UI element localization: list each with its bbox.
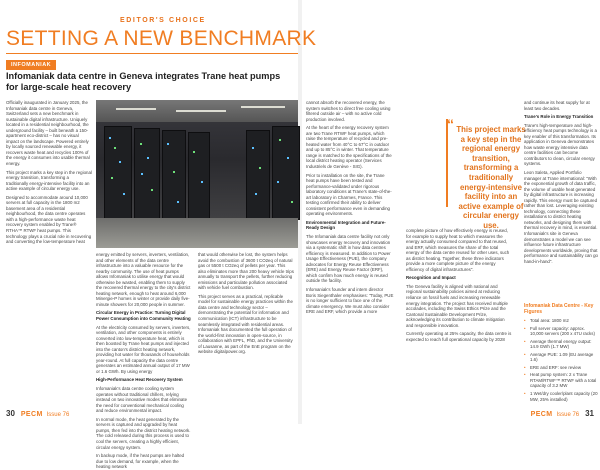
subheading: Environmental Integration and Future-Ready Design [306, 219, 386, 231]
list-item: • Total area: 1800 m2 [524, 318, 598, 324]
paragraph: Currently operating at 25% capacity, the data centre is expected to reach full operational capacity by 2028 [406, 331, 512, 342]
issue-number: Issue 76 [46, 412, 70, 418]
article-column-1 [6, 100, 92, 406]
list-item: • ERE and ERF: see review [524, 365, 598, 371]
subheading: Circular Energy in Practice: Turning Digital Power Consumption into Community Heating [96, 310, 191, 322]
paragraph: complete picture of how effectively energy is reused, for example to supply heat to which measures the energy actually consumed compared to that reused, and ERF, which measures the share of the total energy of the data centre reused for other uses, such as district heating. Together, these three indicators provide a more complete picture of the energy efficiency of digital infrastructures". [406, 228, 510, 272]
key-figures-list [524, 318, 598, 402]
paragraph: At the electricity consumed by servers, inverters, ventilation, and other components is entirely converted into low-temperature heat, which is then boosted by Trane heat pumps and injected into the canton's district heating network, providing hot water for thousands of households year-round. At full capacity the data centre generates an estimated annual output of 17 MW or 1.6 GWh. By using energy [96, 324, 191, 374]
paragraph: Leon Saleta, Applied Portfolio manager at Trane international: "With the exponential growth of data traffic, the volume of usable heat generated by digital infrastructure is increasing rapidly. This energy must be captured rather than lost. Leveraging existing technology, connecting these installations to district heating networks, and designing them with thermal recovery in mind, is essential. Infomaniak's site in Geneva demonstrates a model we can see influence future infrastructure developments worldwide, proving that performance and sustainability can go hand-in-hand". [524, 170, 598, 264]
paragraph: and continue its heat supply for at least two decades. [524, 100, 590, 111]
paragraph: Infomaniak's founder and intern director Boris Siegenthaler emphasises: "Today, PUE is no longer sufficient to face one of the climate emergency. We must also consider ERE and ERF, which provide a more [306, 286, 394, 315]
subheading: High-Performance Heat Recovery System [96, 377, 183, 383]
paragraph: that would otherwise be lost, the system helps avoid the combustion of 3600 t CO2eq of natural gas or 5500 t CO2eq of pellets per year. This also eliminates more than 200 heavy vehicle trips annually to transport the pellets, further reducing emissions and particulate pollution associated with vehicle fuel combustion. [198, 252, 294, 291]
paragraph: At the heart of the energy recovery system are two Trane RTWF heat pumps, which raise the temperature of recycled and pre-heated water from 40°C to 67°C in outdoor and up to 85°C in winter. That temperature range is matched to the specifications of the local district heating operator (Services Industriels de Genève - SIG). [306, 125, 392, 170]
issue-number: Issue 76 [556, 412, 580, 418]
page-number: 30 [6, 409, 15, 418]
ceiling-light [241, 106, 285, 108]
list-item: • Full server capacity: approx. 10,000 servers (200 x 47U racks) [524, 326, 598, 337]
article-title: Infomaniak data centre in Geneva integrates Trane heat pumps for large-scale heat recovery [6, 71, 281, 92]
subheading: Trane's Role in Energy Transition [524, 114, 594, 120]
ceiling-light [176, 110, 226, 112]
server-rack [134, 128, 160, 220]
list-item: • 1 Wet/dry cooler/plant capacity (20 MW, 25% installed) [524, 391, 598, 402]
paragraph: In normal mode, the heat generated by the servers is captured and upgraded by heat pumps, then fed into the district heating network. The cold released during this process is used to cool the servers, creating a highly efficient, circular energy system. [96, 416, 191, 450]
key-figures-title: Infomaniak Data Centre - Key Figures [524, 303, 594, 315]
page-folio [6, 409, 69, 418]
right-page [302, 0, 600, 424]
article-column-3 [198, 252, 294, 408]
server-rack [246, 130, 270, 220]
server-rack [162, 130, 186, 220]
publication-name: PECM [20, 411, 43, 418]
photo-floor [96, 218, 298, 248]
page-headline: SETTING A NEW BENCHMARK [6, 27, 317, 50]
paragraph: cannot absorb the recovered energy, the system switches to direct free cooling using filtered outside air – with no active cold production involved. [306, 100, 391, 122]
article-column-2 [96, 252, 192, 470]
page-folio [531, 409, 594, 418]
article-column-5 [406, 228, 512, 408]
article-column-6 [524, 100, 598, 300]
paragraph: The Infomaniak data centre facility not only showcases energy recovery and innovation via a systematic shift in how data centres efficiency is measured. In addition to Power Usage Effectiveness (PUE), the company advocates for Energy Reuse Effectiveness (ERE) and Energy Reuse Factor (ERF), which confirm how much energy is reused outside the facility. [306, 234, 391, 284]
section-kicker: EDITOR'S CHOICE [120, 17, 206, 24]
paragraph: Prior to installation on the site, the Trane heat pumps have been tested and performance-validated under rigorous laboratory conditions at Trane's state-of-the-art laboratory in Charmes, France. This testing confirmed their ability to deliver consistent performance even in demanding operating environments. [306, 172, 392, 217]
list-item: • Average PUE: 1.09 (EU average 1.6) [524, 352, 598, 363]
paragraph: This project serves as a practical, replicable model for sustainable energy practices within the data centre and technology sector – demonstrating the potential for information and communication (ICT) infrastructure to be seamlessly integrated with residential areas. Infomaniak has documented the full operation of the world-first innovation in open-source, in collaboration with EPFL, PhD, and the University of Lausanne, as part of the EnE program on the website digitalpower.org. [198, 293, 293, 355]
subheading: Recognition and Impact [406, 275, 456, 281]
company-tag: INFOMANIAK [6, 60, 56, 70]
publication-name: PECM [530, 411, 553, 418]
page-number: 31 [585, 409, 594, 418]
paragraph: Infomaniak's data centre cooling system operates without traditional chillers, relying instead on two innovative modes that eliminate the need for conventional mechanical cooling and reduce environmental impact. [96, 386, 188, 414]
article-column-4 [306, 100, 394, 406]
server-rack [272, 126, 300, 220]
server-rack [104, 126, 132, 220]
headline-rule [6, 53, 298, 54]
list-item: • Heat pump system: 2 x Trane RTAM/RTWF™ RTWF with a total capacity of 3.2 MW [524, 372, 598, 389]
paragraph: energy emitted by servers, inverters, ventilation, and other elements of the data centre infrastructure into a valuable resource for the nearby community. The use of heat pumps allows Infomaniak to utilise energy that would otherwise be wasted, enabling them to supply the recovered thermal energy to the city's district heating network, enough to heat around 6,000 Minergie-P homes in winter or provide daily five-minute showers for 20,000 people in summer. [96, 252, 191, 307]
paragraph: This project marks a key step in the regional energy transition, transforming a traditionally energy-intensive facility into an active example of circular energy use. [6, 169, 92, 192]
paragraph: The Geneva facility is aligned with national and regional sustainability policies aimed at reducing reliance on fossil fuels and increasing renewable energy integration. The project has received multiple accolades, including the Swiss Ethics Prize and the Cantonal Sustainable Development Prize, acknowledging its contribution to climate mitigation and responsible innovation. [406, 283, 508, 328]
quote-mark-icon: “ [447, 116, 454, 132]
paragraph: In backup mode, if the heat pumps are halted due to low demand, for example, when the heating network [96, 453, 185, 470]
ceiling-light [116, 108, 156, 110]
paragraph: Designed to accommodate around 10,000 servers at full capacity in the 1800 m2 basement area of a residential neighbourhood, the data centre operates with a high-performance waste heat recovery system enabled by Trane® RTHA™ RTWF heat pumps. This technology plays a crucial role in recovering and converting the low-temperature heat [6, 194, 92, 245]
pull-quote: This project marks a key step in the regional energy transition, transforming a traditionally energy-intensive facility into an active example of circular energy use. [456, 125, 526, 230]
pull-quote-rule [446, 119, 448, 207]
data-centre-photo [96, 100, 298, 248]
key-figures-box [524, 303, 598, 409]
server-rack [188, 132, 210, 220]
paragraph: Officially inaugurated in January 2025, the Infomaniak data centre in Geneva, Switzerland sets a new benchmark in sustainable digital infrastructure. Uniquely located in a residential neighbourhood, the underground facility – built beneath a 150-apartment eco-district – has no visual impact on the landscape. Powered entirely by locally sourced renewable energy, it recovers waste heat and recycles 100% of the energy it consumes into usable thermal energy. [6, 100, 90, 167]
list-item: • Average thermal energy output: 14.9 GWh (1.7 MW) [524, 339, 598, 350]
paragraph: Trane's high-temperature and high-efficiency heat pumps technology is a key enabler of this transformation. Its application in Geneva demonstrates how waste energy intensive data centre facilities can become contributors to clean, circular energy systems. [524, 122, 597, 167]
